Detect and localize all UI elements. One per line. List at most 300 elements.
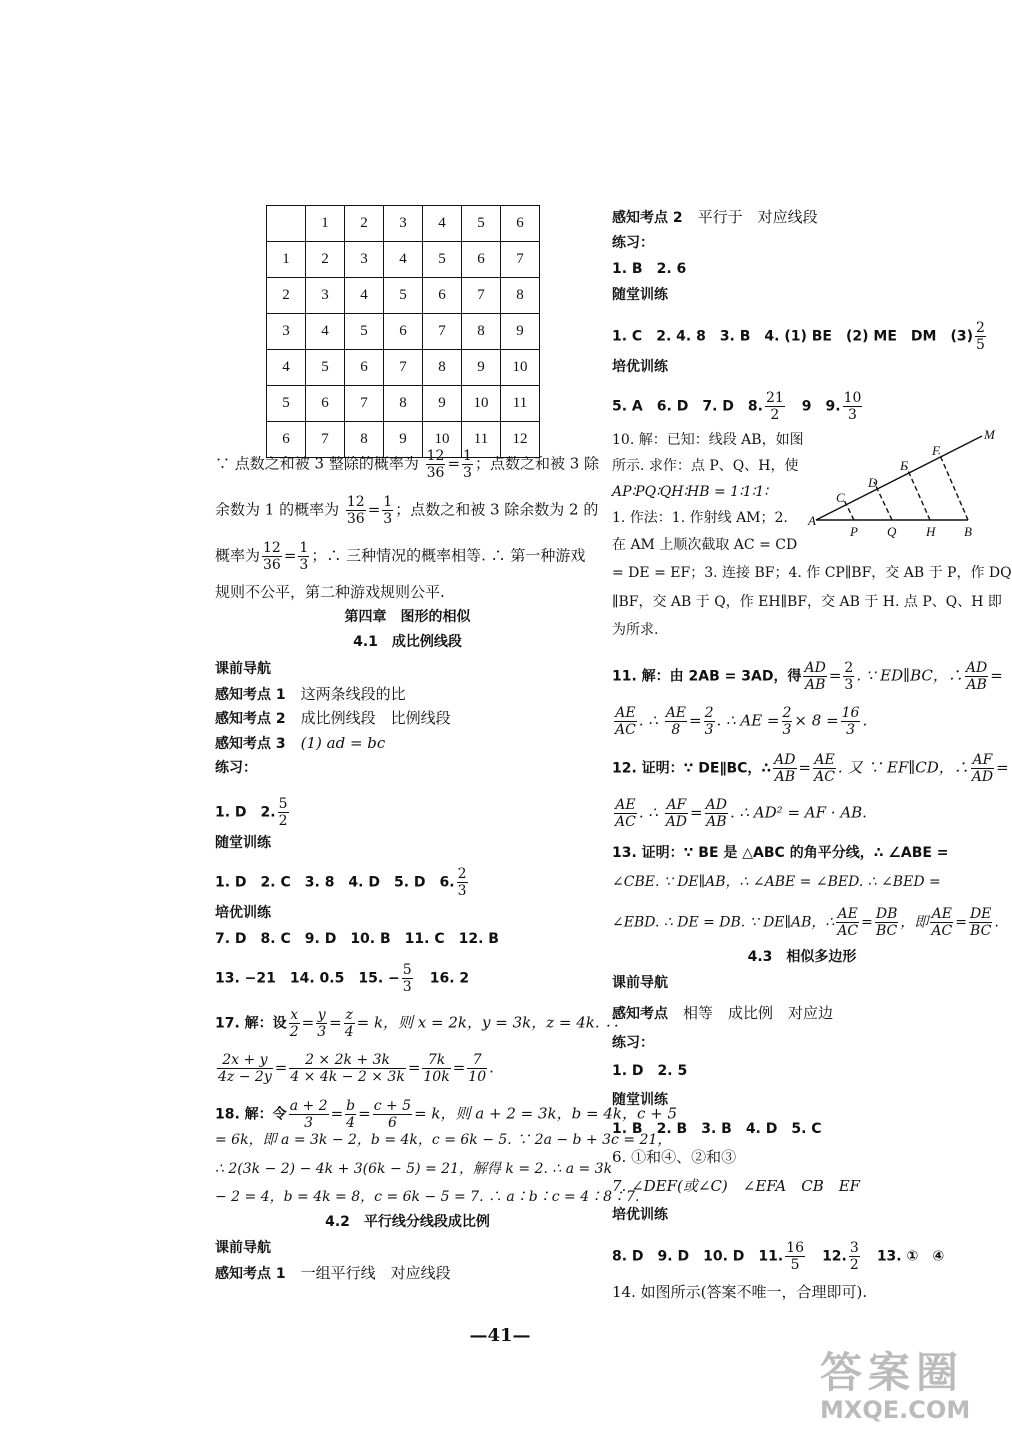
denominator: 2 bbox=[278, 813, 288, 829]
table-cell: 6 bbox=[345, 350, 384, 386]
section-title-4-1: 4.1 成比例线段 bbox=[353, 634, 462, 650]
text: = k，则 a + 2 = 3k，b = 4k，c + 5 bbox=[414, 1104, 678, 1123]
answer-line: 1. D 2. 5 bbox=[612, 1063, 688, 1079]
denominator: 3 bbox=[782, 722, 792, 738]
numerator: 21 bbox=[765, 390, 784, 406]
label: 感知考点 1 bbox=[215, 1266, 286, 1282]
table-cell: 7 bbox=[384, 350, 423, 386]
fraction bbox=[813, 752, 836, 785]
fraction bbox=[289, 1052, 406, 1085]
table-row bbox=[267, 314, 540, 350]
text: 18. 解：令 bbox=[215, 1106, 287, 1123]
q18-line-3: ∴ 2(3k − 2) − 4k + 3(6k − 5) = 21，解得 k = 2. ∴ a = 3k bbox=[215, 1161, 613, 1177]
table-cell: 3 bbox=[267, 314, 306, 350]
point-label-h: H bbox=[926, 524, 936, 539]
table-cell: 3 bbox=[384, 206, 423, 242]
denominator: 5 bbox=[790, 1257, 800, 1273]
probability-line-2: 余数为 1 的概率为 $\frac{12}{36}$ = $\frac{1}{3}$ ；点数之和被 3 除余数为 2 的 bbox=[215, 494, 599, 527]
table-cell: 5 bbox=[306, 350, 345, 386]
q11-line-2: $\frac{AE}{AC}$ . ∴ $\frac{AE}{8}$ = $\frac{2}{3}$ . ∴ AE = $\frac{2}{3}$ × 8 = $\frac{16}{3}$ . bbox=[615, 705, 868, 738]
subheading: 练习： bbox=[612, 1035, 654, 1051]
answer-line bbox=[215, 866, 470, 899]
numerator: AE bbox=[814, 752, 835, 768]
answer-line: 6. ①和④、②和③ bbox=[612, 1148, 737, 1166]
fraction bbox=[705, 797, 728, 830]
value: 这两条线段的比 bbox=[300, 685, 406, 703]
table-row bbox=[267, 278, 540, 314]
fraction bbox=[765, 390, 785, 423]
denominator: AB bbox=[966, 677, 987, 693]
denominator: AC bbox=[814, 769, 835, 785]
section-title-4-3: 4.3 相似多边形 bbox=[747, 949, 857, 965]
value: 平行于 对应线段 bbox=[697, 208, 818, 226]
numerator: 2 bbox=[782, 705, 792, 721]
text: 13. −21 14. 0.5 15. − bbox=[215, 970, 400, 987]
fraction bbox=[289, 1098, 329, 1131]
fraction bbox=[345, 1098, 356, 1131]
table-cell: 9 bbox=[423, 386, 462, 422]
denominator: AD bbox=[665, 814, 688, 830]
answer-line bbox=[612, 320, 988, 353]
answer-line: 1. B 2. B 3. B 4. D 5. C bbox=[612, 1121, 822, 1137]
denominator: 3 bbox=[457, 883, 467, 899]
answer-line: 1. B 2. 6 bbox=[612, 261, 687, 277]
text: 13. ① ④ bbox=[876, 1248, 945, 1265]
table-cell: 7 bbox=[462, 278, 501, 314]
table-cell: 6 bbox=[462, 242, 501, 278]
text: 16. 2 bbox=[429, 970, 470, 987]
answer-line bbox=[612, 390, 864, 423]
denominator: AC bbox=[615, 722, 636, 738]
denominator: 3 bbox=[848, 407, 857, 423]
fraction bbox=[971, 752, 994, 785]
text: 余数为 1 的概率为 bbox=[215, 500, 340, 519]
table-cell: 5 bbox=[267, 386, 306, 422]
table-cell: 2 bbox=[345, 206, 384, 242]
point-label-q: Q bbox=[887, 524, 897, 539]
fraction bbox=[975, 320, 986, 353]
denominator: 3 bbox=[304, 1115, 314, 1131]
fraction bbox=[457, 866, 468, 899]
text: 1. C 2. 4. 8 3. B 4. (1) BE (2) ME DM (3) bbox=[612, 328, 973, 345]
table-cell: 5 bbox=[462, 206, 501, 242]
numerator: DB bbox=[875, 906, 898, 922]
table-cell: 10 bbox=[462, 386, 501, 422]
denominator: 10 bbox=[468, 1069, 487, 1085]
numerator: 2 × 2k + 3k bbox=[289, 1052, 406, 1069]
fraction bbox=[402, 962, 413, 995]
table-cell: 6 bbox=[384, 314, 423, 350]
answer-line bbox=[215, 733, 385, 754]
fraction bbox=[665, 705, 687, 738]
subheading: 课前导航 bbox=[215, 661, 271, 677]
denominator: AC bbox=[931, 923, 953, 939]
value: 一组平行线 对应线段 bbox=[300, 1264, 451, 1282]
q13-line-2: ∠CBE. ∵ DE∥AB，∴ ∠ABE = ∠BED. ∴ ∠BED = bbox=[612, 874, 941, 890]
numerator: 3 bbox=[849, 1240, 859, 1256]
subheading: 培优训练 bbox=[612, 1207, 668, 1223]
numerator: AE bbox=[665, 705, 687, 721]
table-cell: 4 bbox=[384, 242, 423, 278]
numerator: 2x + y bbox=[217, 1052, 273, 1069]
probability-line-3: 概率为 $\frac{12}{36}$ = $\frac{1}{3}$ ；∴ 三种情况的概率相等. ∴ 第一种游戏 bbox=[215, 540, 586, 573]
point-label-p: P bbox=[850, 524, 858, 539]
numerator: x bbox=[290, 1007, 299, 1023]
point-label-c: C bbox=[836, 490, 845, 505]
table-cell: 11 bbox=[501, 386, 540, 422]
q12-line-2: $\frac{AE}{AC}$ . ∴ $\frac{AF}{AD}$ = $\frac{AD}{AB}$ . ∴ AD² = AF · AB. bbox=[615, 797, 867, 830]
table-cell: 8 bbox=[501, 278, 540, 314]
fraction bbox=[836, 906, 859, 939]
point-label-f: F bbox=[932, 443, 940, 458]
numerator: 5 bbox=[402, 962, 412, 978]
table-cell: 8 bbox=[423, 350, 462, 386]
numerator: AE bbox=[837, 906, 858, 922]
text: 11. 解：由 2AB = 3AD，得 bbox=[612, 668, 802, 685]
text: ∠EBD. ∴ DE = DB. ∵ DE∥AB，∴ bbox=[612, 914, 835, 931]
table-cell: 4 bbox=[306, 314, 345, 350]
q10-line: = DE = EF；3. 连接 BF；4. 作 CP∥BF，交 AB 于 P，作 DQ bbox=[612, 565, 1012, 581]
numerator: 12 bbox=[263, 540, 281, 556]
numerator: AE bbox=[615, 705, 636, 721]
denominator: 3 bbox=[299, 557, 309, 573]
table-cell: 4 bbox=[345, 278, 384, 314]
fraction bbox=[278, 796, 289, 829]
numerator: 7 bbox=[467, 1052, 487, 1069]
denominator: 6 bbox=[387, 1115, 397, 1131]
fraction bbox=[346, 494, 366, 527]
subheading: 课前导航 bbox=[215, 1240, 271, 1256]
subheading: 随堂训练 bbox=[215, 835, 271, 851]
q10-figure bbox=[808, 424, 998, 542]
segment-bf bbox=[939, 453, 968, 520]
denominator: 2 bbox=[289, 1024, 299, 1040]
text: ；点数之和被 3 除 bbox=[474, 454, 600, 473]
table-cell: 8 bbox=[462, 314, 501, 350]
denominator: 4z − 2y bbox=[218, 1069, 272, 1085]
table-cell: 2 bbox=[267, 278, 306, 314]
table-cell: 7 bbox=[345, 386, 384, 422]
answer-line bbox=[215, 1263, 451, 1284]
fraction bbox=[289, 1007, 300, 1040]
text: 17. 解：设 bbox=[215, 1015, 287, 1032]
denominator: 3 bbox=[463, 465, 472, 481]
numerator: AE bbox=[931, 906, 952, 922]
q10-line: 所示. 求作：点 P、Q、H，使 bbox=[612, 458, 799, 474]
text: 5. A 6. D 7. D 8. bbox=[612, 398, 763, 415]
table-cell: 7 bbox=[501, 242, 540, 278]
numerator: 16 bbox=[786, 1240, 805, 1256]
numerator: AD bbox=[774, 752, 796, 768]
fraction bbox=[426, 448, 446, 481]
numerator: a + 2 bbox=[289, 1098, 328, 1114]
denominator: AC bbox=[837, 923, 859, 939]
denominator: 4 × 4k − 2 × 3k bbox=[290, 1069, 405, 1085]
numerator: 12 bbox=[426, 448, 445, 464]
q18-line-2: = 6k，即 a = 3k − 2，b = 4k，c = 6k − 5. ∵ 2a − b + 3c = 21， bbox=[215, 1132, 672, 1148]
table-cell: 6 bbox=[501, 206, 540, 242]
fraction bbox=[843, 390, 863, 423]
numerator: 2 bbox=[844, 660, 854, 676]
denominator: 36 bbox=[263, 557, 281, 573]
q18-line-4: − 2 = 4，b = 4k = 8，c = 6k − 5 = 7. ∴ a∶b∶c = 4∶8∶7. bbox=[215, 1189, 640, 1205]
table-cell: 3 bbox=[306, 278, 345, 314]
label: 感知考点 2 bbox=[612, 210, 683, 226]
fraction bbox=[344, 1007, 355, 1040]
fraction bbox=[782, 705, 793, 738]
text: ∵ 点数之和被 3 整除的概率为 bbox=[215, 454, 419, 473]
table-cell: 8 bbox=[384, 386, 423, 422]
denominator: 4 bbox=[344, 1024, 354, 1040]
fraction bbox=[875, 906, 899, 939]
answer-line: 7. ∠DEF(或∠C) ∠EFA CB EF bbox=[612, 1177, 861, 1195]
fraction bbox=[843, 660, 854, 693]
table-cell: 9 bbox=[501, 314, 540, 350]
q12-line-1: 12. 证明：∵ DE∥BC，∴ $\frac{AD}{AB}$ = $\frac{AE}{AC}$ . 又 ∵ EF∥CD，∴ $\frac{AF}{AD}$ = bbox=[612, 752, 1009, 785]
numerator: 1 bbox=[463, 448, 472, 464]
numerator: AF bbox=[972, 752, 993, 768]
subheading: 培优训练 bbox=[215, 905, 271, 921]
q13-line-3: ∠EBD. ∴ DE = DB. ∵ DE∥AB，∴ $\frac{AE}{AC}$ = $\frac{DB}{BC}$ ，即 $\frac{AE}{AC}$ = $\frac{DE}{BC}$ . bbox=[612, 906, 999, 939]
fraction bbox=[382, 494, 393, 527]
fraction bbox=[373, 1098, 412, 1131]
fraction bbox=[704, 705, 715, 738]
table-cell: 4 bbox=[267, 350, 306, 386]
numerator: 7k bbox=[422, 1052, 450, 1069]
answer-line bbox=[612, 207, 818, 228]
fraction bbox=[665, 797, 688, 830]
numerator: AD bbox=[965, 660, 988, 676]
text: × 8 = bbox=[794, 711, 839, 730]
denominator: 3 bbox=[846, 722, 856, 738]
denominator: 3 bbox=[844, 677, 854, 693]
answer-line bbox=[215, 684, 406, 705]
subheading: 练习： bbox=[215, 760, 257, 776]
denominator: BC bbox=[970, 923, 992, 939]
text: 9 9. bbox=[801, 398, 841, 415]
subheading: 随堂训练 bbox=[612, 287, 668, 303]
segment-eh bbox=[906, 466, 930, 520]
section-title-4-2: 4.2 平行线分线段成比例 bbox=[325, 1214, 490, 1230]
denominator: 36 bbox=[346, 511, 365, 527]
table-cell: 8 bbox=[345, 422, 384, 458]
table-cell: 3 bbox=[345, 242, 384, 278]
point-label-d: D bbox=[868, 475, 878, 490]
numerator: z bbox=[345, 1007, 353, 1023]
denominator: 36 bbox=[426, 465, 445, 481]
q10-line: 10. 解：已知：线段 AB，如图 bbox=[612, 432, 804, 448]
fraction bbox=[841, 705, 861, 738]
numerator: 12 bbox=[346, 494, 365, 510]
table-cell: 5 bbox=[423, 242, 462, 278]
watermark-logo bbox=[820, 1340, 970, 1424]
table-header-row bbox=[267, 206, 540, 242]
fraction bbox=[614, 705, 637, 738]
answer-line bbox=[612, 1240, 944, 1273]
q13-line-1 bbox=[612, 843, 949, 863]
value: (1) ad = bc bbox=[300, 734, 386, 752]
table-cell: 4 bbox=[423, 206, 462, 242]
q18-line-1: 18. 解：令 $\frac{a + 2}{3}$ = $\frac{b}{4}$ = $\frac{c + 5}{6}$ = k，则 a + 2 = 3k，b = 4k，c + 5 bbox=[215, 1098, 678, 1131]
answer-line bbox=[215, 796, 291, 829]
text: ；点数之和被 3 除余数为 2 的 bbox=[395, 500, 599, 519]
numerator: b bbox=[346, 1098, 356, 1114]
table-cell bbox=[267, 206, 306, 242]
text: . ∵ ED∥BC，∴ bbox=[856, 666, 963, 685]
q10-line: AP∶PQ∶QH∶HB = 1∶1∶1∶ bbox=[612, 484, 768, 500]
text: 1. D 2. bbox=[215, 804, 276, 821]
denominator: AB bbox=[774, 769, 796, 785]
numerator: AD bbox=[705, 797, 727, 813]
fraction bbox=[217, 1052, 273, 1085]
dice-sum-table bbox=[266, 205, 540, 458]
denominator: AB bbox=[804, 677, 826, 693]
fraction bbox=[785, 1240, 805, 1273]
numerator: DE bbox=[969, 906, 992, 922]
q10-line: 为所求. bbox=[612, 622, 659, 638]
table-cell: 6 bbox=[267, 422, 306, 458]
answer-line bbox=[215, 962, 469, 995]
text: 8. D 9. D 10. D 11. bbox=[612, 1248, 784, 1265]
conclusion-line: 规则不公平，第二种游戏规则公平. bbox=[215, 583, 445, 601]
label: 感知考点 1 bbox=[215, 687, 286, 703]
numerator: 2 bbox=[704, 705, 714, 721]
numerator: 16 bbox=[841, 705, 860, 721]
q17-line-2: $\frac{2x + y}{4z - 2y}$ = $\frac{2 \times 2k + 3k}{4 \times 4k - 2 \times 3k}$ = $\frac{7k}{10k}$ = $\frac{7}{10}$ . bbox=[218, 1052, 494, 1085]
table-cell: 2 bbox=[306, 242, 345, 278]
denominator: 3 bbox=[402, 979, 412, 995]
q10-line: 1. 作法：1. 作射线 AM；2. bbox=[612, 510, 788, 526]
q10-line: ∥BF，交 AB 于 Q，作 EH∥BF，交 AB 于 H. 点 P、Q、H 即 bbox=[612, 594, 1002, 610]
numerator: 1 bbox=[299, 540, 309, 556]
table-row bbox=[267, 386, 540, 422]
subheading: 随堂训练 bbox=[612, 1092, 668, 1108]
numerator: AE bbox=[615, 797, 636, 813]
text: 概率为 bbox=[215, 546, 261, 565]
table-cell: 5 bbox=[345, 314, 384, 350]
denominator: BC bbox=[875, 923, 898, 939]
fraction bbox=[803, 660, 826, 693]
q11-line-1: 11. 解：由 2AB = 3AD，得 $\frac{AD}{AB}$ = $\frac{2}{3}$ . ∵ ED∥BC，∴ $\frac{AD}{AB}$ = bbox=[612, 660, 1003, 693]
text: 1. D 2. C 3. 8 4. D 5. D 6. bbox=[215, 874, 455, 891]
subheading: 课前导航 bbox=[612, 975, 668, 991]
numerator: 5 bbox=[278, 796, 288, 812]
numerator: AF bbox=[666, 797, 687, 813]
text: = k，则 x = 2k，y = 3k，z = 4k. ∴ bbox=[356, 1013, 620, 1032]
fraction bbox=[262, 540, 282, 573]
numerator: 2 bbox=[457, 866, 467, 882]
fraction bbox=[462, 448, 473, 481]
subheading: 练习： bbox=[612, 235, 654, 251]
table-row bbox=[267, 242, 540, 278]
fraction bbox=[422, 1052, 450, 1085]
probability-line-1: ∵ 点数之和被 3 整除的概率为 $\frac{12}{36}$ = $\frac{1}{3}$ ；点数之和被 3 除 bbox=[215, 448, 600, 481]
label: 感知考点 bbox=[612, 1006, 668, 1022]
ray-am bbox=[816, 436, 982, 520]
point-label-b: B bbox=[964, 524, 972, 539]
table-cell: 10 bbox=[501, 350, 540, 386]
table-cell: 7 bbox=[306, 422, 345, 458]
denominator: 2 bbox=[770, 407, 780, 423]
page-number: —41— bbox=[469, 1325, 531, 1346]
table-cell: 5 bbox=[384, 278, 423, 314]
table-cell: 9 bbox=[384, 422, 423, 458]
fraction bbox=[316, 1007, 327, 1040]
text: ，即 bbox=[900, 914, 929, 931]
q10-line: 在 AM 上顺次截取 AC = CD bbox=[612, 537, 798, 553]
text: . ∴ AE = bbox=[716, 711, 780, 730]
fraction bbox=[849, 1240, 860, 1273]
numerator: 2 bbox=[976, 320, 985, 336]
label: 感知考点 2 bbox=[215, 711, 286, 727]
fraction bbox=[298, 540, 309, 573]
table-cell: 1 bbox=[306, 206, 345, 242]
q17-line-1: 17. 解：设 $\frac{x}{2}$ = $\frac{y}{3}$ = $\frac{z}{4}$ = k，则 x = 2k，y = 3k，z = 4k. ∴ bbox=[215, 1007, 620, 1040]
denominator: 5 bbox=[976, 337, 985, 353]
denominator: 2 bbox=[849, 1257, 859, 1273]
subheading: 培优训练 bbox=[612, 359, 668, 375]
watermark-url: MXQE.COM bbox=[820, 1396, 971, 1424]
text: 12. bbox=[822, 1248, 847, 1265]
numerator: y bbox=[317, 1007, 326, 1023]
table-cell: 12 bbox=[501, 422, 540, 458]
denominator: 8 bbox=[671, 722, 681, 738]
fraction bbox=[930, 906, 953, 939]
denominator: AD bbox=[971, 769, 994, 785]
fraction bbox=[614, 797, 637, 830]
point-label-a: A bbox=[808, 513, 816, 528]
text: . ∴ AD² = AF · AB. bbox=[729, 803, 867, 822]
table-cell: 11 bbox=[462, 422, 501, 458]
table-cell: 6 bbox=[423, 278, 462, 314]
text: 13. 证明：∵ BE 是 △ABC 的角平分线，∴ ∠ABE = bbox=[612, 845, 949, 861]
denominator: AB bbox=[706, 814, 727, 830]
table-cell: 6 bbox=[306, 386, 345, 422]
fraction bbox=[965, 660, 988, 693]
fraction bbox=[969, 906, 992, 939]
denominator: 3 bbox=[383, 511, 393, 527]
numerator: AD bbox=[804, 660, 826, 676]
denominator: 3 bbox=[317, 1024, 327, 1040]
table-cell: 10 bbox=[423, 422, 462, 458]
value: 成比例线段 比例线段 bbox=[300, 709, 451, 727]
text: ；∴ 三种情况的概率相等. ∴ 第一种游戏 bbox=[311, 546, 586, 565]
text: 12. 证明：∵ DE∥BC，∴ bbox=[612, 760, 772, 777]
watermark-text: 答案圈 bbox=[820, 1348, 965, 1397]
fraction bbox=[773, 752, 796, 785]
point-label-m: M bbox=[984, 427, 995, 442]
denominator: AC bbox=[615, 814, 636, 830]
value: 相等 成比例 对应边 bbox=[683, 1004, 834, 1022]
denominator: 10k bbox=[423, 1069, 450, 1085]
answer-line: 7. D 8. C 9. D 10. B 11. C 12. B bbox=[215, 931, 499, 947]
numerator: c + 5 bbox=[373, 1098, 412, 1114]
table-cell: 1 bbox=[267, 242, 306, 278]
table-cell: 9 bbox=[462, 350, 501, 386]
q14-line: 14. 如图所示(答案不唯一，合理即可). bbox=[612, 1283, 868, 1301]
label: 感知考点 3 bbox=[215, 736, 286, 752]
answer-line bbox=[215, 708, 451, 729]
fraction bbox=[467, 1052, 487, 1085]
table-cell: 7 bbox=[423, 314, 462, 350]
answer-line bbox=[612, 1003, 833, 1024]
denominator: 4 bbox=[346, 1115, 356, 1131]
chapter-title: 第四章 图形的相似 bbox=[344, 609, 471, 625]
text: . 又 ∵ EF∥CD，∴ bbox=[837, 758, 969, 777]
table-row bbox=[267, 350, 540, 386]
denominator: 3 bbox=[704, 722, 714, 738]
point-label-e: E bbox=[900, 458, 908, 473]
